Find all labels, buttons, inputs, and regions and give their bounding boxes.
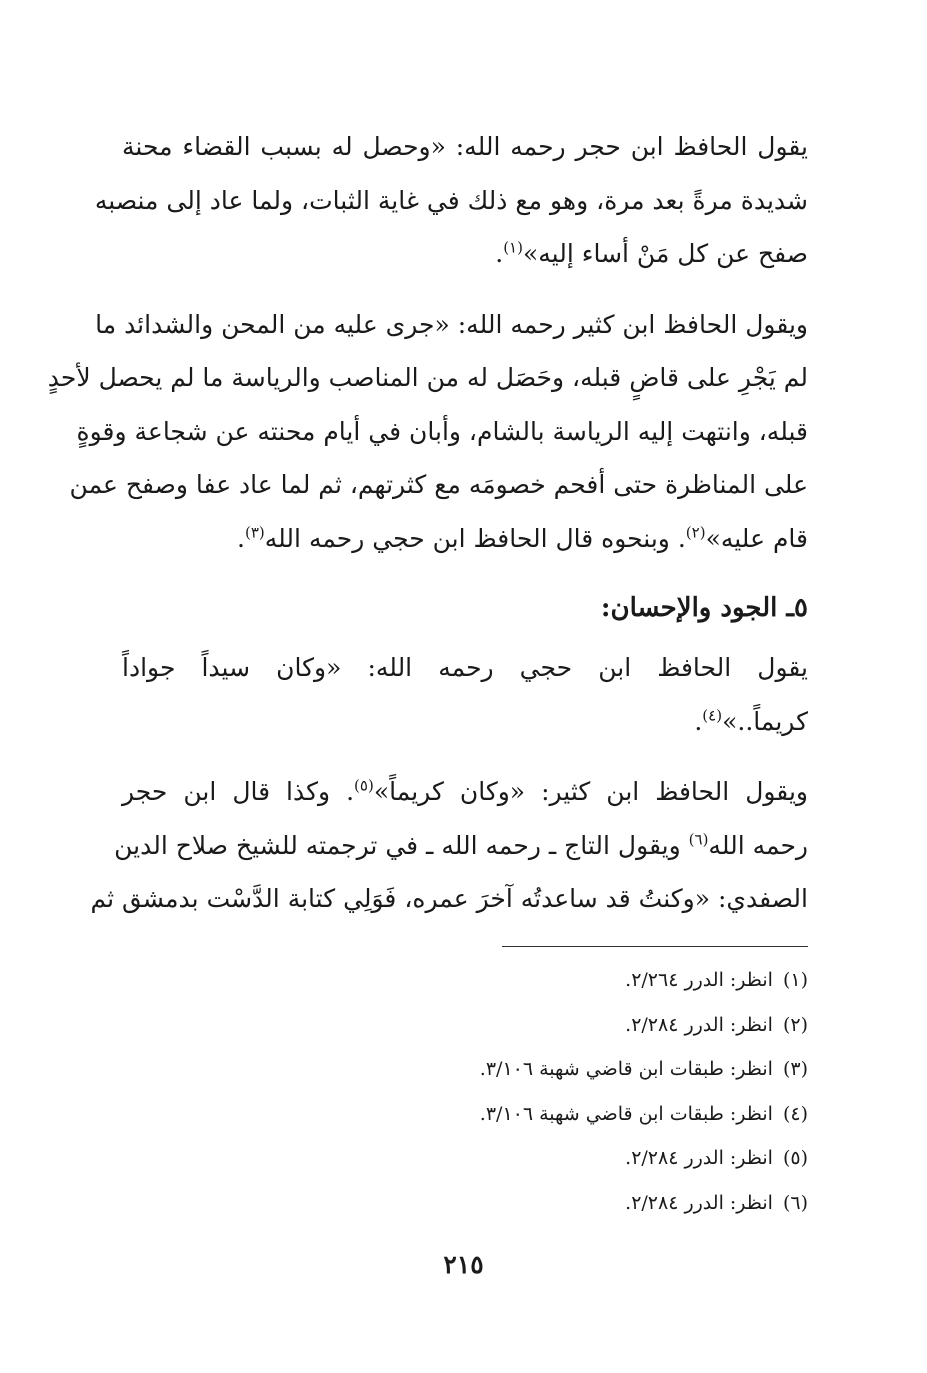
text-segment: . [495, 239, 504, 268]
footnote-number: (٦) [782, 1191, 808, 1214]
footnotes-list [122, 958, 808, 1226]
text-segment: ويقول التاج ـ رحمه الله ـ في ترجمته للشيخ صلاح الدين [114, 830, 689, 860]
text-segment: ويقول الحافظ ابن كثير: «وكان كريماً» [373, 777, 808, 806]
text-line [122, 695, 808, 749]
footnote-ref-6[interactable]: (٦) [688, 830, 709, 849]
text-segment: صفح عن كل مَنْ أساء إليه» [522, 239, 808, 268]
footnote-text: انظر: الدرر ٢/٢٨٤. [625, 1147, 773, 1170]
footnote-separator [502, 946, 808, 947]
text-line: يقول الحافظ ابن حجر رحمه الله: «وحصل له بسبب القضاء محنة [122, 132, 808, 161]
text-line [114, 819, 808, 873]
text-line [122, 512, 808, 566]
text-segment: . [237, 523, 245, 553]
text-line [122, 227, 808, 281]
text-line: ويقول الحافظ ابن كثير رحمه الله: «جرى عليه من المحن والشدائد ما [95, 309, 808, 339]
footnote-text: انظر: طبقات ابن قاضي شهبة ٣/١٠٦. [479, 1102, 773, 1125]
text-segment: . [694, 706, 703, 736]
footnote-item [122, 1003, 808, 1048]
footnote-ref-4[interactable]: (٤) [702, 706, 723, 725]
footnote-ref-1[interactable]: (١) [503, 238, 523, 257]
footnote-number: (١) [782, 969, 808, 991]
page-body [47, 120, 808, 1214]
footnote-item [122, 1047, 808, 1092]
text-line: قبله، وانتهت إليه الرياسة بالشام، وأبان في أيام محنته عن شجاعة وقوةٍ [76, 416, 808, 446]
footnote-ref-3[interactable]: (٣) [244, 523, 265, 542]
footnote-ref-5[interactable]: (٥) [354, 776, 374, 795]
text-line [122, 765, 808, 819]
footnote-number: (٢) [782, 1013, 808, 1036]
text-line: شديدة مرةً بعد مرة، وهو مع ذلك في غاية الثبات، ولما عاد إلى منصبه [94, 185, 808, 215]
footnote-number: (٥) [782, 1147, 808, 1170]
text-line: لم يَجْرِ على قاضٍ قبله، وحَصَل له من المناصب والرياسة ما لم يحصل لأحدٍ [47, 363, 808, 392]
text-segment: . وكذا قال ابن حجر [122, 777, 355, 806]
section-heading: ٥ـ الجود والإحسان: [600, 593, 808, 623]
paragraph-generosity [90, 765, 808, 926]
text-line: الصفدي: «وكنتُ قد ساعدتُه آخرَ عمره، فَوَلِي كتابة الدَّسْت بدمشق ثم [90, 884, 808, 913]
paragraph-ibn-hajji [122, 641, 808, 748]
paragraph-ibn-kathir [47, 298, 808, 566]
page-number: ٢١٥ [443, 1250, 484, 1279]
text-line: على المناظرة حتى أفحم خصومَه مع كثرتهم، ثم لما عاد عفا وصفح عمن [69, 470, 808, 499]
footnote-number: (٤) [782, 1102, 808, 1125]
footnote-text: انظر: الدرر ٢/٢٨٤. [625, 1191, 773, 1214]
text-segment: رحمه الله [708, 830, 808, 860]
footnote-item [122, 1136, 808, 1181]
paragraph-ibn-hajar [94, 120, 808, 281]
footnote-text: انظر: طبقات ابن قاضي شهبة ٣/١٠٦. [479, 1058, 773, 1081]
footnote-item [122, 958, 808, 1003]
footnote-number: (٣) [782, 1058, 808, 1081]
text-segment: . وبنحوه قال الحافظ ابن حجي رحمه الله [264, 523, 686, 553]
footnote-text: انظر: الدرر ٢/٢٦٤. [625, 969, 773, 991]
text-line: يقول الحافظ ابن حجي رحمه الله: «وكان سيداً جواداً [122, 653, 808, 682]
footnote-ref-2[interactable]: (٢) [685, 523, 706, 542]
text-segment: كريماً..» [722, 706, 808, 736]
text-segment: قام عليه» [705, 523, 808, 553]
footnote-item [122, 1092, 808, 1137]
footnote-item [122, 1181, 808, 1226]
footnote-text: انظر: الدرر ٢/٢٨٤. [625, 1013, 773, 1036]
